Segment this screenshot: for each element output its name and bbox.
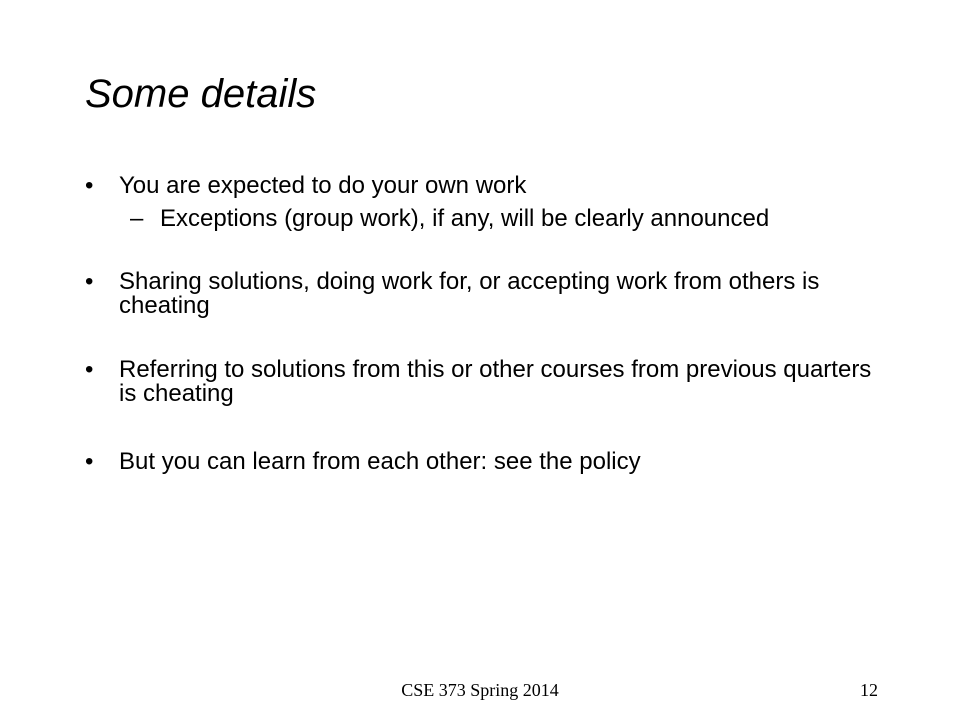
bullet-marker: • bbox=[85, 268, 94, 295]
bullet-marker: • bbox=[85, 356, 94, 383]
footer-page-number: 12 bbox=[860, 680, 878, 700]
sub-bullet-marker: – bbox=[130, 205, 144, 232]
bullet-text: Sharing solutions, doing work for, or accepting work from others is cheating bbox=[119, 268, 820, 319]
bullet-marker: • bbox=[85, 172, 94, 199]
bullet-text: But you can learn from each other: see the policy bbox=[119, 448, 641, 475]
footer-course: CSE 373 Spring 2014 bbox=[401, 680, 559, 700]
bullet-marker: • bbox=[85, 448, 94, 475]
slide-title: Some details bbox=[85, 72, 317, 116]
bullet-text: Referring to solutions from this or other courses from previous quarters is cheating bbox=[119, 356, 872, 407]
sub-bullet-text: Exceptions (group work), if any, will be clearly announced bbox=[160, 205, 770, 232]
bullet-text: You are expected to do your own work bbox=[119, 172, 527, 199]
